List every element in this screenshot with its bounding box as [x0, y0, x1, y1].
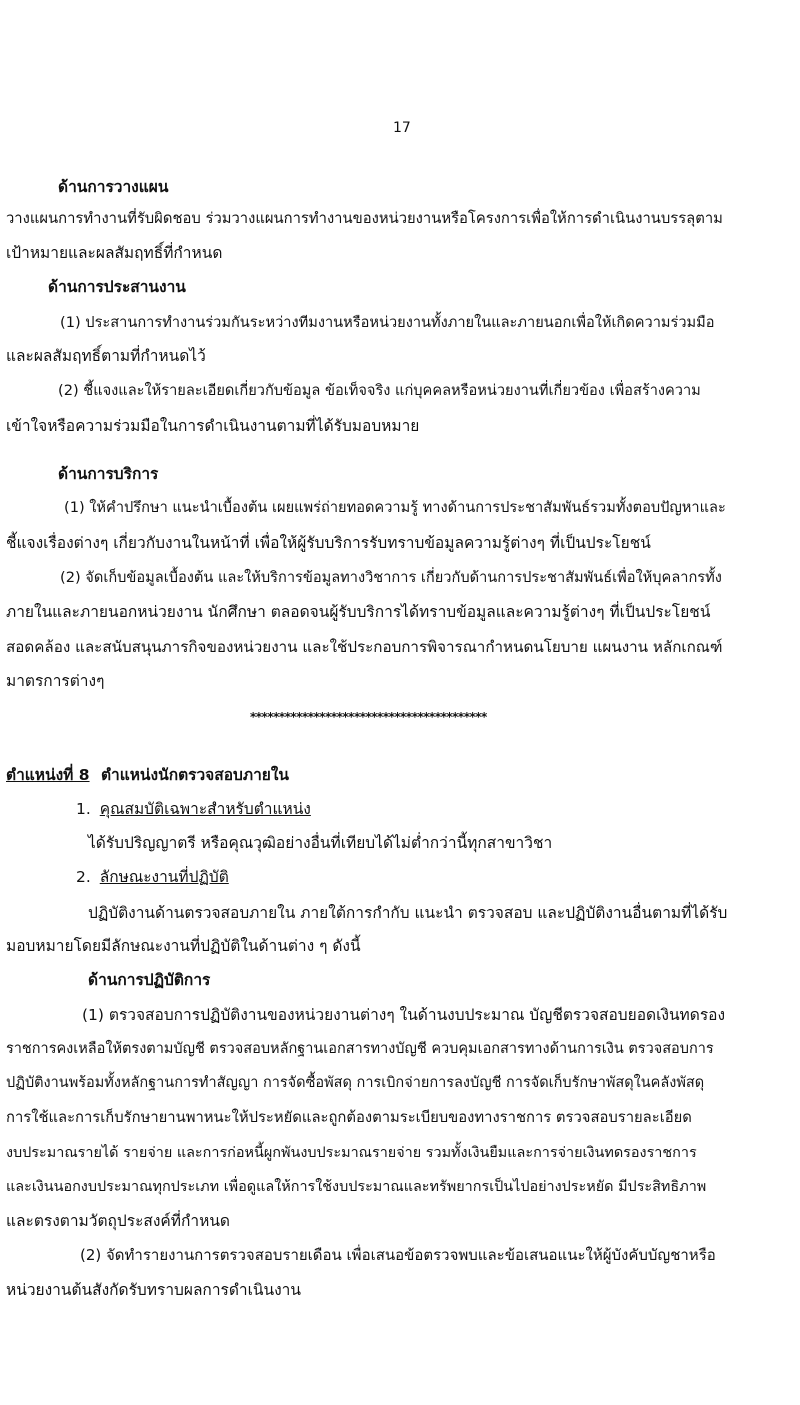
duty-line: มอบหมายโดยมีลักษณะงานที่ปฏิบัติในด้านต่าง ๆ ดังนี้	[6, 937, 361, 955]
operations-line: และตรงตามวัตถุประสงค์ที่กำหนด	[6, 1212, 230, 1230]
service-line: ภายในและภายนอกหน่วยงาน นักศึกษา ตลอดจนผู้รับบริการได้ทราบข้อมูลและความรู้ต่างๆ ที่เป็นประโยชน์	[6, 603, 711, 621]
operations-line: ราชการคงเหลือให้ตรงตามบัญชี ตรวจสอบหลักฐานเอกสารทางบัญชี ควบคุมเอกสารทางด้านการเงิน ตรวจสอบการ	[6, 1041, 714, 1057]
page-number: 17	[393, 120, 411, 136]
duty-line: ปฏิบัติงานด้านตรวจสอบภายใน ภายใต้การกำกับ แนะนำ ตรวจสอบ และปฏิบัติงานอื่นตามที่ได้รับ	[88, 904, 728, 922]
qualification-number: 1.	[76, 800, 91, 818]
coordination-line: (2) ชี้แจงและให้รายละเอียดเกี่ยวกับข้อมูล ข้อเท็จจริง แก่บุคคลหรือหน่วยงานที่เกี่ยวข้อง เพื่อสร้างความ	[58, 382, 701, 399]
operations-line: ปฏิบัติงานพร้อมทั้งหลักฐานการทำสัญญา การจัดซื้อพัสดุ การเบิกจ่ายการลงบัญชี การจัดเก็บรักษาพัสดุในคลังพัสดุ	[6, 1075, 705, 1091]
coordination-line: (1) ประสานการทำงานร่วมกันระหว่างทีมงานหรือหน่วยงานทั้งภายในและภายนอกเพื่อให้เกิดความร่วมมือ	[60, 314, 715, 331]
planning-heading: ด้านการวางแผน	[58, 178, 169, 196]
coordination-line: และผลสัมฤทธิ์ตามที่กำหนดไว้	[6, 347, 206, 365]
qualification-heading	[76, 798, 311, 820]
operations-heading: ด้านการปฏิบัติการ	[88, 971, 211, 989]
operations-line: งบประมาณรายได้ รายจ่าย และการก่อหนี้ผูกพันงบประมาณรายจ่าย รวมทั้งเงินยืมและการจ่ายเงินทดรองราชการ	[6, 1145, 697, 1161]
service-line: (2) จัดเก็บข้อมูลเบื้องต้น และให้บริการข้อมูลทางวิชาการ เกี่ยวกับด้านการประชาสัมพันธ์เพื่อให้บุคลากรทั้ง	[60, 569, 722, 586]
coordination-heading: ด้านการประสานงาน	[48, 278, 186, 296]
position-label: ตำแหน่งที่ 8	[6, 766, 90, 784]
service-line: (1) ให้คำปรึกษา แนะนำเบื้องต้น เผยแพร่ถ่ายทอดความรู้ ทางด้านการประชาสัมพันธ์รวมทั้งตอบปัญหาและ	[64, 499, 726, 516]
separator-stars: *****************************************	[250, 710, 487, 724]
duty-heading	[76, 866, 229, 888]
service-heading: ด้านการบริการ	[58, 465, 159, 483]
duty-number: 2.	[76, 868, 91, 886]
qualification-title: คุณสมบัติเฉพาะสำหรับตำแหน่ง	[99, 800, 311, 818]
position-title: ตำแหน่งนักตรวจสอบภายใน	[100, 766, 290, 784]
planning-line: วางแผนการทำงานที่รับผิดชอบ ร่วมวางแผนการทำงานของหน่วยงานหรือโครงการเพื่อให้การดำเนินงานบรรลุตาม	[6, 210, 723, 227]
operations-line: หน่วยงานต้นสังกัดรับทราบผลการดำเนินงาน	[6, 1281, 301, 1299]
qualification-text: ได้รับปริญญาตรี หรือคุณวุฒิอย่างอื่นที่เทียบได้ไม่ต่ำกว่านี้ทุกสาขาวิชา	[88, 834, 553, 852]
position-heading	[6, 764, 289, 786]
coordination-line: เข้าใจหรือความร่วมมือในการดำเนินงานตามที่ได้รับมอบหมาย	[6, 417, 420, 435]
duty-title: ลักษณะงานที่ปฏิบัติ	[99, 868, 229, 886]
operations-line: การใช้และการเก็บรักษายานพาหนะให้ประหยัดและถูกต้องตามระเบียบของทางราชการ ตรวจสอบรายละเอียด	[6, 1109, 692, 1126]
operations-line: (1) ตรวจสอบการปฏิบัติงานของหน่วยงานต่างๆ ในด้านงบประมาณ บัญชีตรวจสอบยอดเงินทดรอง	[82, 1006, 726, 1024]
operations-line: และเงินนอกงบประมาณทุกประเภท เพื่อดูแลให้การใช้งบประมาณและทรัพยากรเป็นไปอย่างประหยัด มีประสิทธิภาพ	[6, 1179, 707, 1195]
service-line: ชี้แจงเรื่องต่างๆ เกี่ยวกับงานในหน้าที่ เพื่อให้ผู้รับบริการรับทราบข้อมูลความรู้ต่างๆ ที่เป็นประโยชน์	[6, 534, 651, 552]
service-line: มาตรการต่างๆ	[6, 672, 105, 690]
service-line: สอดคล้อง และสนับสนุนภารกิจของหน่วยงาน และใช้ประกอบการพิจารณากำหนดนโยบาย แผนงาน หลักเกณฑ์	[6, 638, 723, 656]
planning-line: เป้าหมายและผลสัมฤทธิ์ที่กำหนด	[6, 244, 223, 262]
operations-line: (2) จัดทำรายงานการตรวจสอบรายเดือน เพื่อเสนอข้อตรวจพบและข้อเสนอแนะให้ผู้บังคับบัญชาหรือ	[80, 1246, 716, 1264]
